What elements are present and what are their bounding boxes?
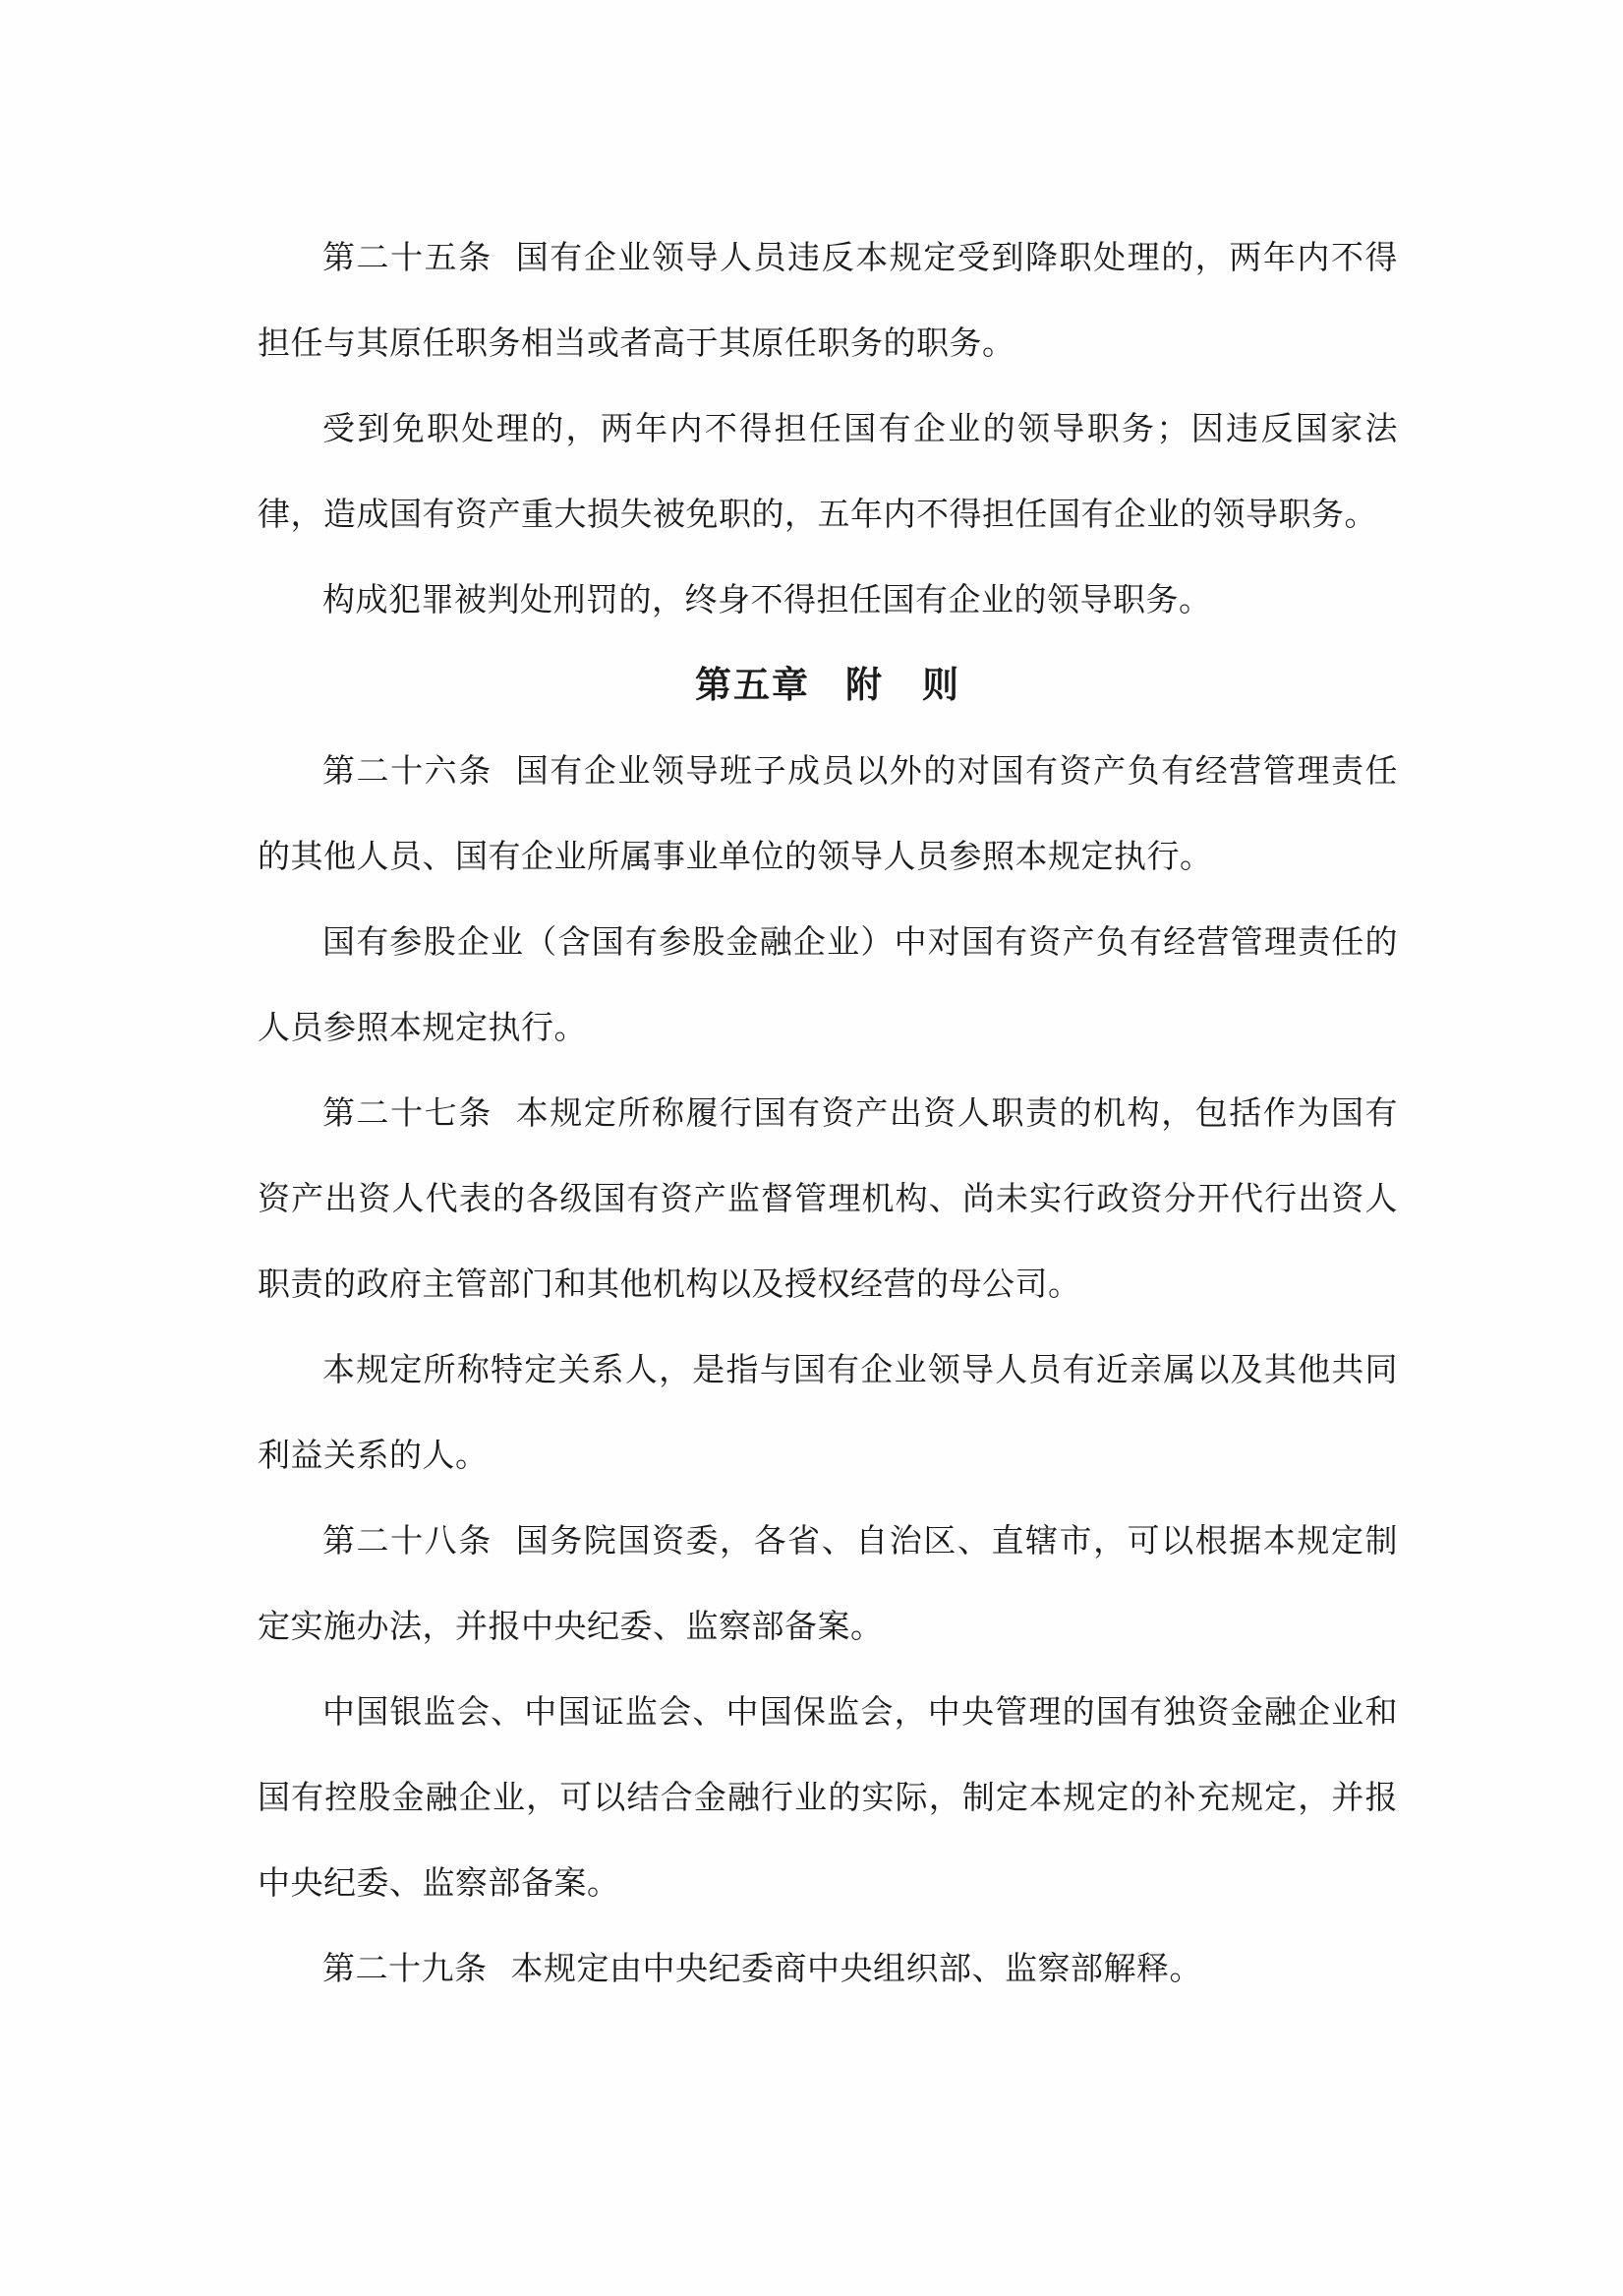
article-number: 第二十八条 [322,1521,493,1560]
paragraph-article-28 [258,1498,1398,1669]
paragraph-article-25 [258,214,1398,385]
paragraph-article-26 [258,728,1398,899]
chapter-heading [258,642,1398,728]
paragraph-financial-regulators [258,1669,1398,1925]
paragraph-criminal [258,557,1398,642]
paragraph-text: 本规定由中央纪委商中央组织部、监察部解释。 [510,1949,1202,1987]
chapter-title: 附 则 [845,663,960,706]
paragraph-minority-stake [258,899,1398,1070]
paragraph-text: 国有企业领导人员违反本规定受到降职处理的，两年内不得担任与其原任职务相当或者高于其原任职务的职务。 [258,238,1399,362]
paragraph-text: 国有企业领导班子成员以外的对国有资产负有经营管理责任的其他人员、国有企业所属事业单位的领导人员参照本规定执行。 [258,751,1399,875]
paragraph-text: 国有参股企业（含国有参股金融企业）中对国有资产负有经营管理责任的人员参照本规定执行。 [258,922,1398,1046]
paragraph-text: 中国银监会、中国证监会、中国保监会，中央管理的国有独资金融企业和国有控股金融企业，可以结合金融行业的实际，制定本规定的补充规定，并报中央纪委、监察部备案。 [258,1692,1398,1902]
paragraph-text: 构成犯罪被判处刑罚的，终身不得担任国有企业的领导职务。 [322,580,1212,618]
paragraph-text: 本规定所称特定关系人，是指与国有企业领导人员有近亲属以及其他共同利益关系的人。 [258,1350,1398,1474]
paragraph-text: 本规定所称履行国有资产出资人职责的机构，包括作为国有资产出资人代表的各级国有资产监督管理机构、尚未实行政资分开代行出资人职责的政府主管部门和其他机构以及授权经营的母公司。 [258,1093,1399,1303]
paragraph-article-29 [258,1925,1398,2011]
paragraph-dismissal [258,385,1398,557]
paragraph-article-27 [258,1070,1398,1326]
paragraph-text: 国务院国资委，各省、自治区、直辖市，可以根据本规定制定实施办法，并报中央纪委、监察部备案。 [258,1521,1399,1645]
article-number: 第二十五条 [322,238,493,276]
document-body [258,214,1398,2011]
chapter-number: 第五章 [695,663,810,706]
article-number: 第二十九条 [322,1949,488,1987]
paragraph-text: 受到免职处理的，两年内不得担任国有企业的领导职务；因违反国家法律，造成国有资产重大损失被免职的，五年内不得担任国有企业的领导职务。 [258,409,1398,533]
article-number: 第二十七条 [322,1093,493,1132]
paragraph-related-persons [258,1326,1398,1498]
article-number: 第二十六条 [322,751,493,790]
